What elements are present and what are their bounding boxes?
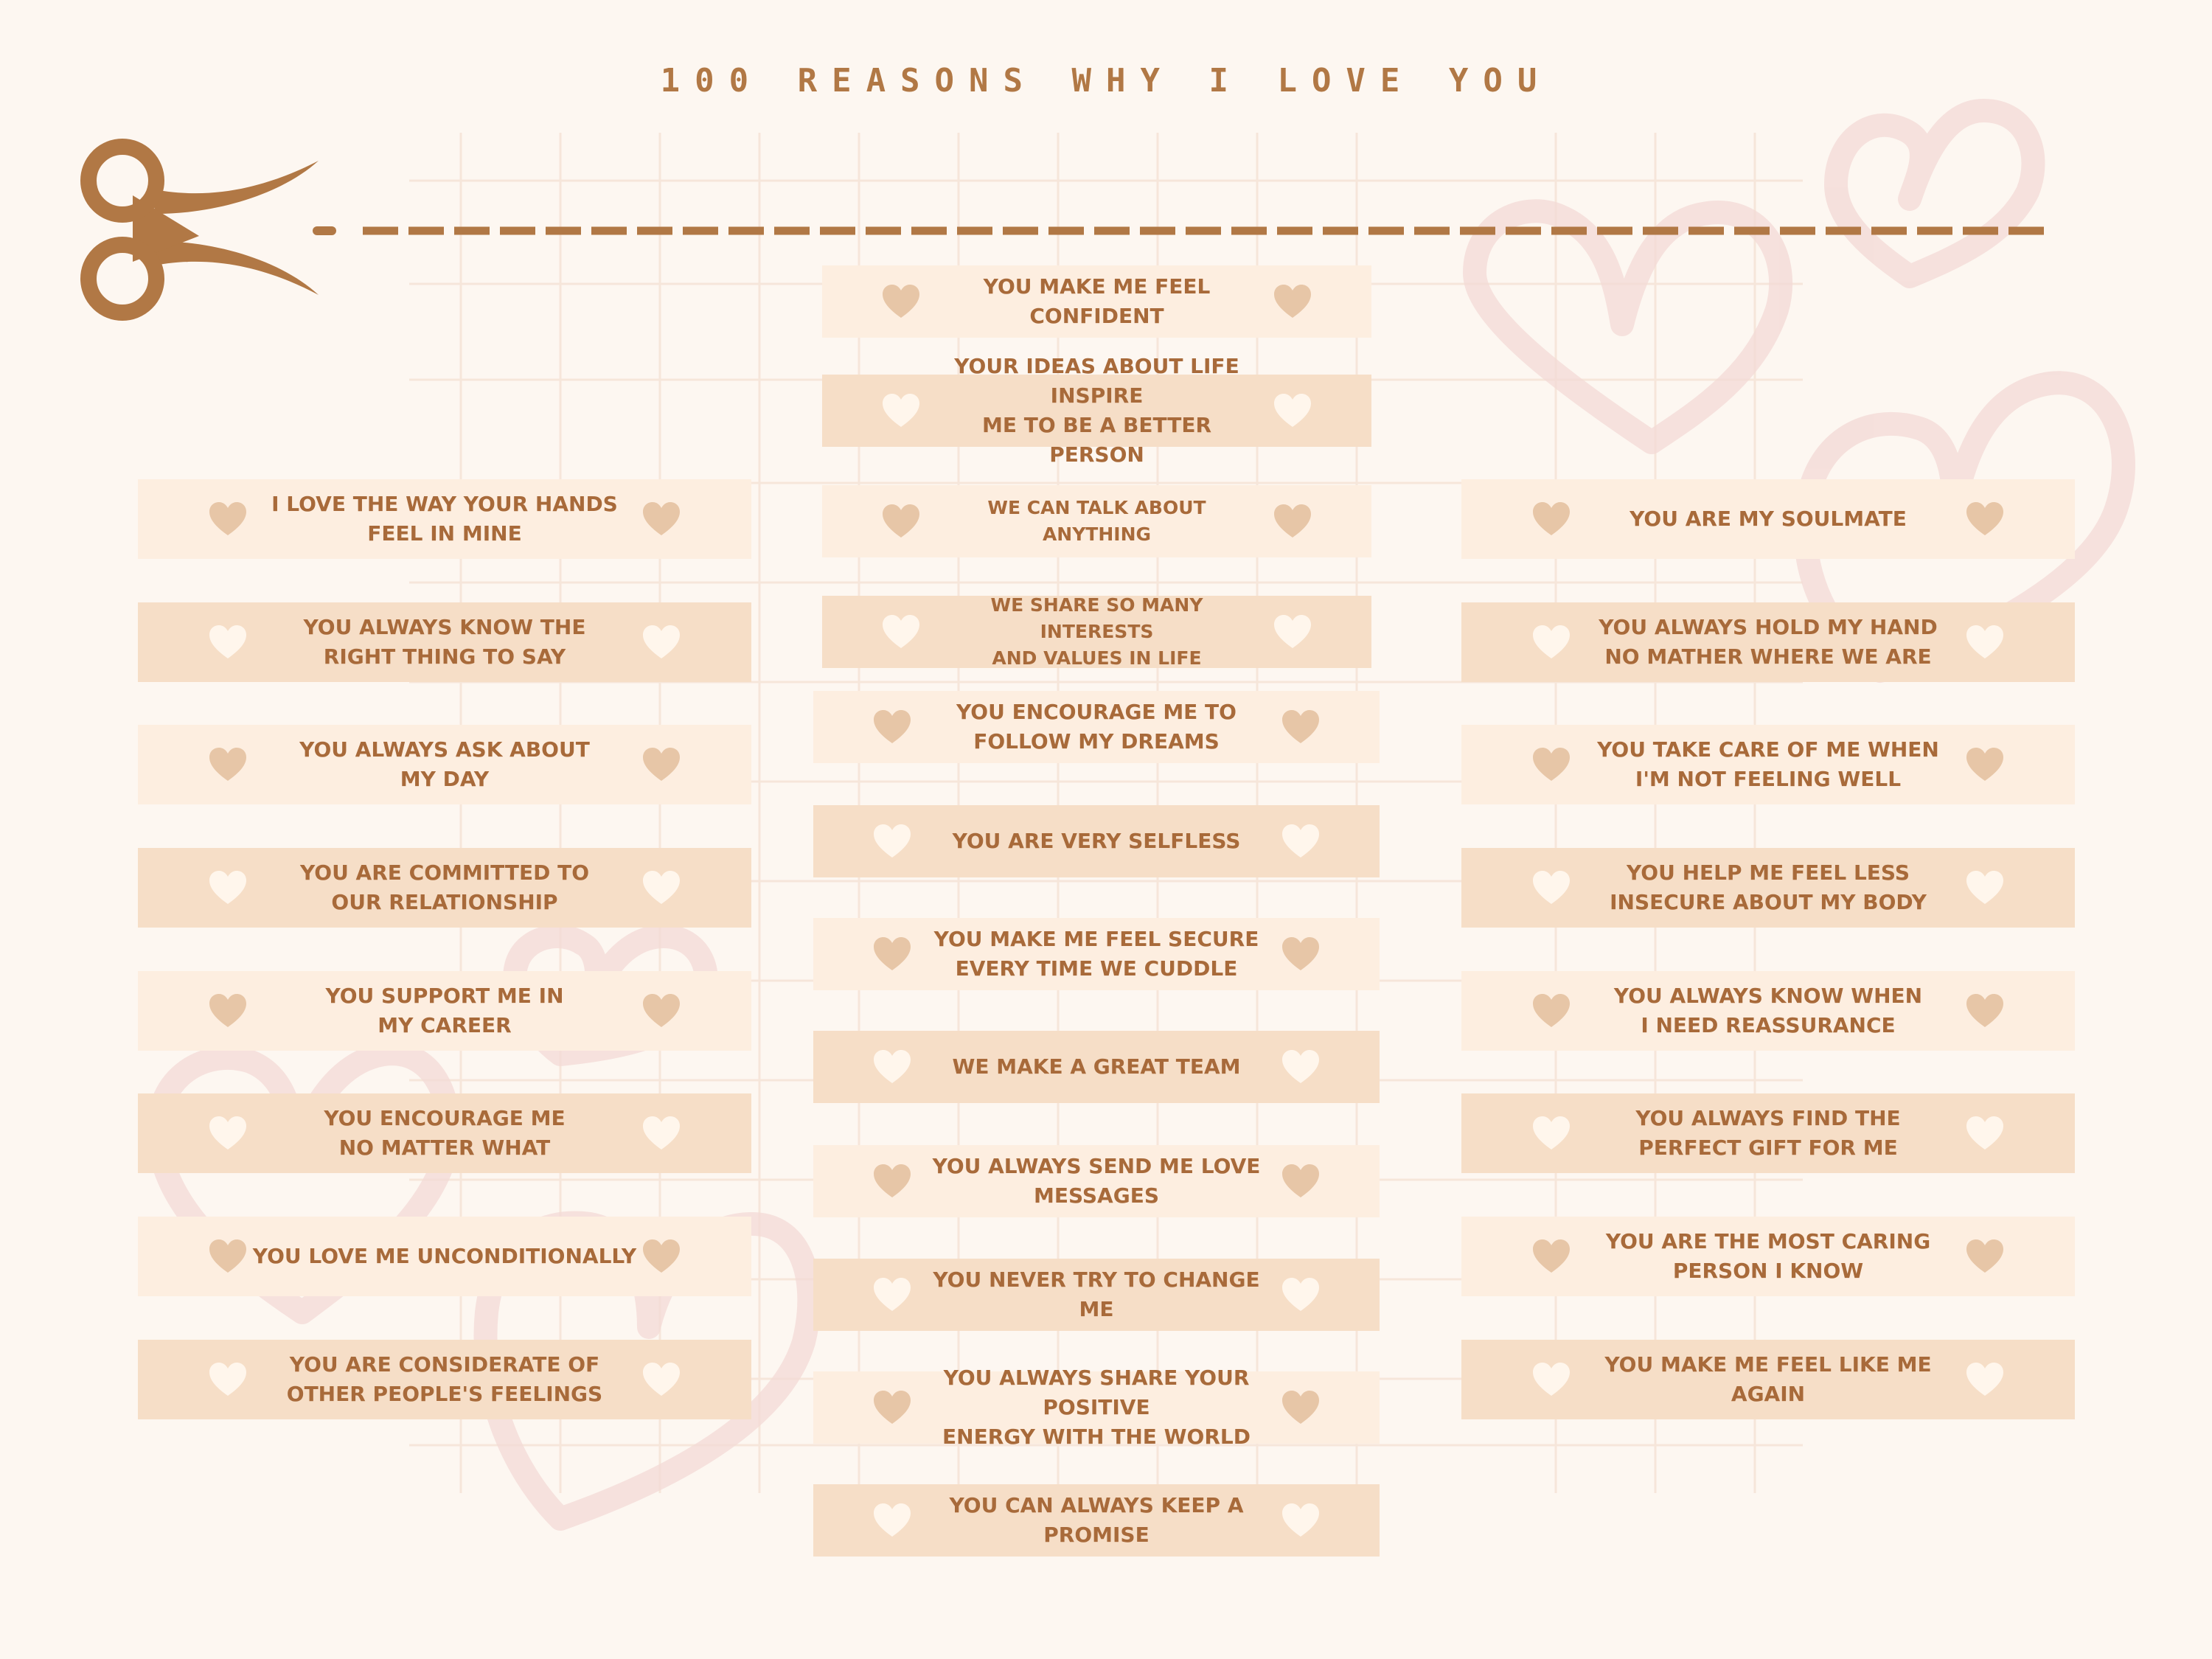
reason-text: YOU MAKE ME FEEL LIKE ME AGAIN (1604, 1352, 1932, 1406)
heart-icon (1965, 870, 2005, 905)
reason-strip (813, 1031, 1380, 1103)
reason-text: YOU TAKE CARE OF ME WHEN I'M NOT FEELING WELL (1597, 737, 1939, 791)
heart-icon (872, 824, 912, 859)
heart-icon (1531, 1116, 1571, 1151)
heart-icon (1965, 625, 2005, 660)
reason-strip (813, 1145, 1380, 1217)
heart-icon (1281, 1164, 1321, 1199)
heart-icon (1281, 709, 1321, 745)
heart-icon (641, 993, 681, 1029)
reason-text: WE MAKE A GREAT TEAM (952, 1054, 1241, 1079)
reason-strip (138, 602, 751, 682)
heart-icon (881, 614, 921, 650)
heart-icon (1273, 504, 1312, 539)
heart-icon (1281, 1503, 1321, 1538)
reason-text: YOU ALWAYS SEND ME LOVE MESSAGES (932, 1154, 1261, 1208)
heart-icon (641, 870, 681, 905)
reason-strip (1461, 479, 2075, 559)
reason-strip (138, 725, 751, 804)
heart-icon (1531, 993, 1571, 1029)
heart-icon (881, 393, 921, 428)
reason-strip (138, 479, 751, 559)
heart-icon (1281, 1277, 1321, 1312)
heart-icon (208, 501, 248, 537)
heart-icon (1531, 1239, 1571, 1274)
reason-text: YOU ALWAYS HOLD MY HAND NO MATHER WHERE WE ARE (1599, 615, 1938, 669)
heart-icon (1281, 936, 1321, 972)
reason-text: YOU SUPPORT ME IN MY CAREER (325, 984, 564, 1037)
reason-strip (1461, 1217, 2075, 1296)
heart-icon (1281, 824, 1321, 859)
heart-icon (1531, 747, 1571, 782)
heart-icon (872, 1164, 912, 1199)
heart-icon (1281, 1049, 1321, 1085)
reason-text: YOU ARE VERY SELFLESS (952, 829, 1241, 853)
reason-strip (1461, 1093, 2075, 1173)
reason-strip (138, 848, 751, 928)
heart-icon (872, 1277, 912, 1312)
heart-icon (208, 747, 248, 782)
reason-text: YOU ALWAYS KNOW THE RIGHT THING TO SAY (303, 615, 586, 669)
reason-text: YOU ALWAYS SHARE YOUR POSITIVE ENERGY WITH THE WORLD (942, 1366, 1251, 1449)
heart-icon (872, 1503, 912, 1538)
reason-text: YOU CAN ALWAYS KEEP A PROMISE (949, 1493, 1244, 1547)
reason-strip (138, 1340, 751, 1419)
reason-text: YOUR IDEAS ABOUT LIFE INSPIRE ME TO BE A BETTER PERSON (954, 354, 1239, 467)
reason-strip (1461, 602, 2075, 682)
heart-icon (881, 284, 921, 319)
reason-text: YOU ARE THE MOST CARING PERSON I KNOW (1605, 1229, 1931, 1283)
heart-icon (641, 501, 681, 537)
heart-icon (872, 709, 912, 745)
heart-icon (1281, 1390, 1321, 1425)
heart-icon (641, 1362, 681, 1397)
reason-strip (822, 485, 1371, 557)
reason-text: YOU ENCOURAGE ME NO MATTER WHAT (324, 1106, 566, 1160)
reason-strip (1461, 1340, 2075, 1419)
heart-icon (1273, 393, 1312, 428)
reason-strip (813, 691, 1380, 763)
heart-icon (208, 625, 248, 660)
heart-icon (1965, 501, 2005, 537)
reason-strip (813, 1259, 1380, 1331)
reason-text: YOU ARE COMMITTED TO OUR RELATIONSHIP (299, 860, 590, 914)
heart-icon (1965, 1116, 2005, 1151)
reason-text: YOU MAKE ME FEEL SECURE EVERY TIME WE CUDDLE (933, 927, 1259, 981)
heart-icon (872, 1390, 912, 1425)
heart-icon (208, 1239, 248, 1274)
heart-icon (208, 1362, 248, 1397)
reason-strip (1461, 725, 2075, 804)
reason-text: YOU ALWAYS ASK ABOUT MY DAY (299, 737, 590, 791)
reason-strip (822, 596, 1371, 668)
reason-strip (813, 918, 1380, 990)
heart-icon (641, 1116, 681, 1151)
heart-icon (1273, 614, 1312, 650)
reason-strip (822, 354, 1371, 467)
heart-icon (1531, 625, 1571, 660)
reason-text: YOU ARE CONSIDERATE OF OTHER PEOPLE'S FEELINGS (286, 1352, 603, 1406)
reason-strip (138, 1217, 751, 1296)
reason-strip (813, 1366, 1380, 1449)
reason-strip (138, 1093, 751, 1173)
heart-icon (641, 625, 681, 660)
reason-text: YOU ENCOURAGE ME TO FOLLOW MY DREAMS (956, 700, 1237, 754)
reason-text: WE SHARE SO MANY INTERESTS AND VALUES IN LIFE (990, 594, 1203, 669)
reason-strip (1461, 848, 2075, 928)
heart-icon (1531, 870, 1571, 905)
reason-text: YOU LOVE ME UNCONDITIONALLY (252, 1244, 637, 1268)
heart-icon (208, 870, 248, 905)
heart-icon (872, 1049, 912, 1085)
reason-strip (1461, 971, 2075, 1051)
reason-text: YOU MAKE ME FEEL CONFIDENT (983, 274, 1211, 328)
reason-text: YOU NEVER TRY TO CHANGE ME (933, 1267, 1260, 1321)
heart-icon (641, 1239, 681, 1274)
reason-text: YOU ARE MY SOULMATE (1630, 507, 1907, 531)
heart-icon (1965, 1239, 2005, 1274)
heart-icon (641, 747, 681, 782)
reason-strip (813, 805, 1380, 877)
heart-icon (1965, 1362, 2005, 1397)
page-title: 100 REASONS WHY I LOVE YOU (660, 62, 1552, 100)
heart-icon (208, 993, 248, 1029)
heart-icon (208, 1116, 248, 1151)
reason-strip (813, 1484, 1380, 1557)
reason-text: YOU ALWAYS KNOW WHEN I NEED REASSURANCE (1613, 984, 1923, 1037)
heart-icon (1273, 284, 1312, 319)
reason-text: I LOVE THE WAY YOUR HANDS FEEL IN MINE (271, 492, 618, 546)
reason-strip (822, 265, 1371, 338)
heart-icon (1531, 501, 1571, 537)
scissors-icon (88, 147, 319, 313)
reason-text: YOU HELP ME FEEL LESS INSECURE ABOUT MY BODY (1610, 860, 1927, 914)
heart-icon (1531, 1362, 1571, 1397)
reason-text: YOU ALWAYS FIND THE PERFECT GIFT FOR ME (1635, 1106, 1901, 1160)
heart-icon (872, 936, 912, 972)
heart-icon (1965, 747, 2005, 782)
heart-icon (881, 504, 921, 539)
reason-strip (138, 971, 751, 1051)
heart-icon (1965, 993, 2005, 1029)
reason-text: WE CAN TALK ABOUT ANYTHING (987, 497, 1206, 545)
